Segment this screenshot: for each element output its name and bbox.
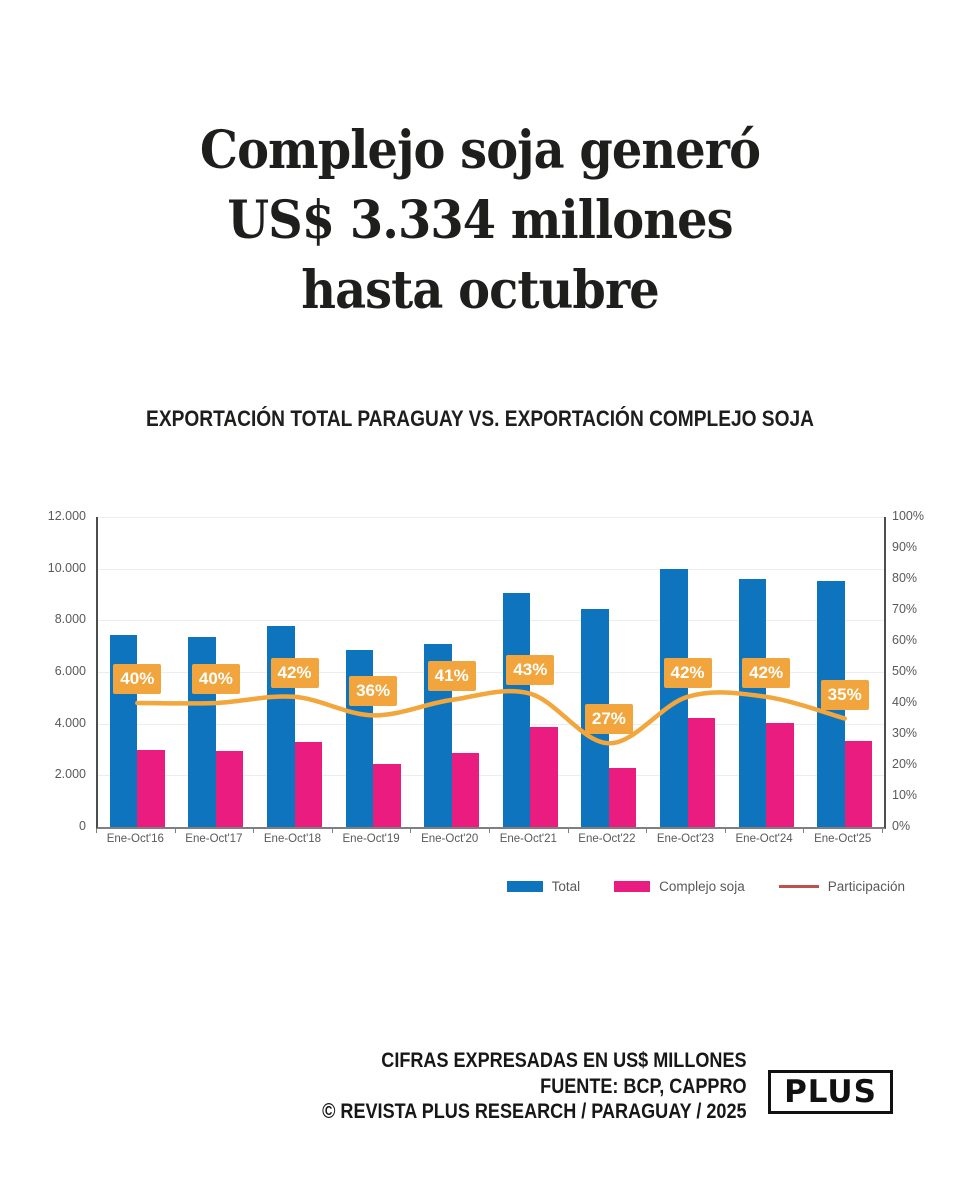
x-axis-category-label: Ene-Oct'21	[499, 833, 557, 845]
participation-value-label: 42%	[742, 658, 790, 688]
x-axis-category-label: Ene-Oct'19	[342, 833, 400, 845]
y-axis-right-tick: 40%	[892, 695, 918, 709]
x-axis-category-label: Ene-Oct'16	[106, 833, 164, 845]
participation-value-label: 40%	[113, 664, 161, 694]
bar-complejo-soja	[216, 751, 244, 827]
y-axis-left-tick: 12.000	[47, 509, 86, 523]
legend-label-total: Total	[551, 879, 581, 894]
participation-value-label: 43%	[506, 655, 554, 685]
participation-value-label: 36%	[349, 676, 397, 706]
footer-line-1: CIFRAS EXPRESADAS EN US$ MILLONES	[381, 1049, 747, 1072]
y-axis-left-tick: 10.000	[47, 560, 86, 575]
bar-complejo-soja	[845, 741, 873, 827]
y-axis-right-tick: 20%	[892, 757, 918, 771]
bar-complejo-soja	[452, 753, 480, 827]
footer-credits	[323, 1048, 747, 1125]
total-swatch-icon	[507, 881, 543, 892]
y-axis-right-tick: 50%	[892, 664, 918, 678]
bar-complejo-soja	[373, 764, 401, 827]
gridline	[98, 620, 884, 621]
legend-item-participation	[779, 879, 905, 894]
soja-swatch-icon	[614, 881, 650, 892]
legend-label-soja: Complejo soja	[659, 879, 745, 894]
page-title	[38, 116, 921, 326]
y-axis-right-tick: 80%	[892, 571, 918, 585]
y-axis-right-tick: 70%	[892, 602, 918, 616]
legend-label-participation: Participación	[827, 879, 905, 894]
y-axis-left-tick: 2.000	[54, 767, 86, 782]
y-axis-left-tick: 6.000	[54, 664, 86, 678]
bar-total	[267, 626, 295, 827]
x-axis-category-label: Ene-Oct'20	[421, 833, 479, 845]
y-axis-left-tick: 8.000	[54, 612, 86, 627]
x-axis-category-label: Ene-Oct'25	[814, 833, 872, 845]
plus-logo: PLUS	[768, 1070, 893, 1114]
bar-total	[739, 579, 767, 827]
bar-total	[503, 593, 531, 827]
chart-subtitle: EXPORTACIÓN TOTAL PARAGUAY VS. EXPORTACIÓN COMPLEJO SOJA	[146, 406, 814, 431]
chart-plot	[96, 517, 886, 829]
x-axis-category-label: Ene-Oct'23	[656, 833, 715, 845]
y-axis-right-tick: 10%	[892, 788, 918, 802]
gridline	[98, 569, 884, 570]
participation-value-label: 35%	[821, 680, 869, 710]
participation-value-label: 42%	[664, 658, 712, 688]
participation-value-label: 27%	[585, 704, 633, 734]
chart-legend	[507, 879, 905, 894]
title-line-2: US$ 3.334 millones	[227, 190, 733, 251]
legend-item-total	[507, 879, 581, 894]
footer-line-2: FUENTE: BCP, CAPPRO	[540, 1074, 747, 1098]
participation-value-label: 42%	[271, 658, 319, 688]
y-axis-right-tick: 100%	[892, 509, 924, 523]
footer-line-3: © REVISTA PLUS RESEARCH / PARAGUAY / 2025	[322, 1100, 747, 1123]
title-line-1: Complejo soja generó	[199, 120, 761, 181]
bar-complejo-soja	[766, 723, 794, 827]
y-axis-right-tick: 30%	[892, 726, 918, 740]
x-axis-category-label: Ene-Oct'17	[185, 833, 243, 845]
title-line-3: hasta octubre	[301, 260, 659, 321]
y-axis-right-tick: 90%	[892, 540, 918, 554]
legend-item-soja	[614, 879, 745, 894]
y-axis-left-tick: 0	[79, 819, 86, 833]
participation-line-icon	[779, 885, 819, 888]
participation-value-label: 41%	[428, 661, 476, 691]
participation-value-label: 40%	[192, 664, 240, 694]
y-axis-right-tick: 0%	[892, 819, 911, 833]
x-axis-category-label: Ene-Oct'18	[263, 833, 322, 845]
y-axis-left-tick: 4.000	[54, 715, 86, 730]
bar-complejo-soja	[609, 768, 637, 827]
x-axis-category-label: Ene-Oct'24	[735, 833, 793, 845]
gridline	[98, 517, 884, 518]
bar-total	[660, 569, 688, 827]
bar-complejo-soja	[295, 742, 323, 827]
bar-complejo-soja	[137, 750, 165, 827]
bar-complejo-soja	[688, 718, 716, 827]
x-axis-category-label: Ene-Oct'22	[578, 833, 636, 845]
bar-complejo-soja	[530, 727, 558, 827]
y-axis-right-tick: 60%	[892, 633, 918, 647]
